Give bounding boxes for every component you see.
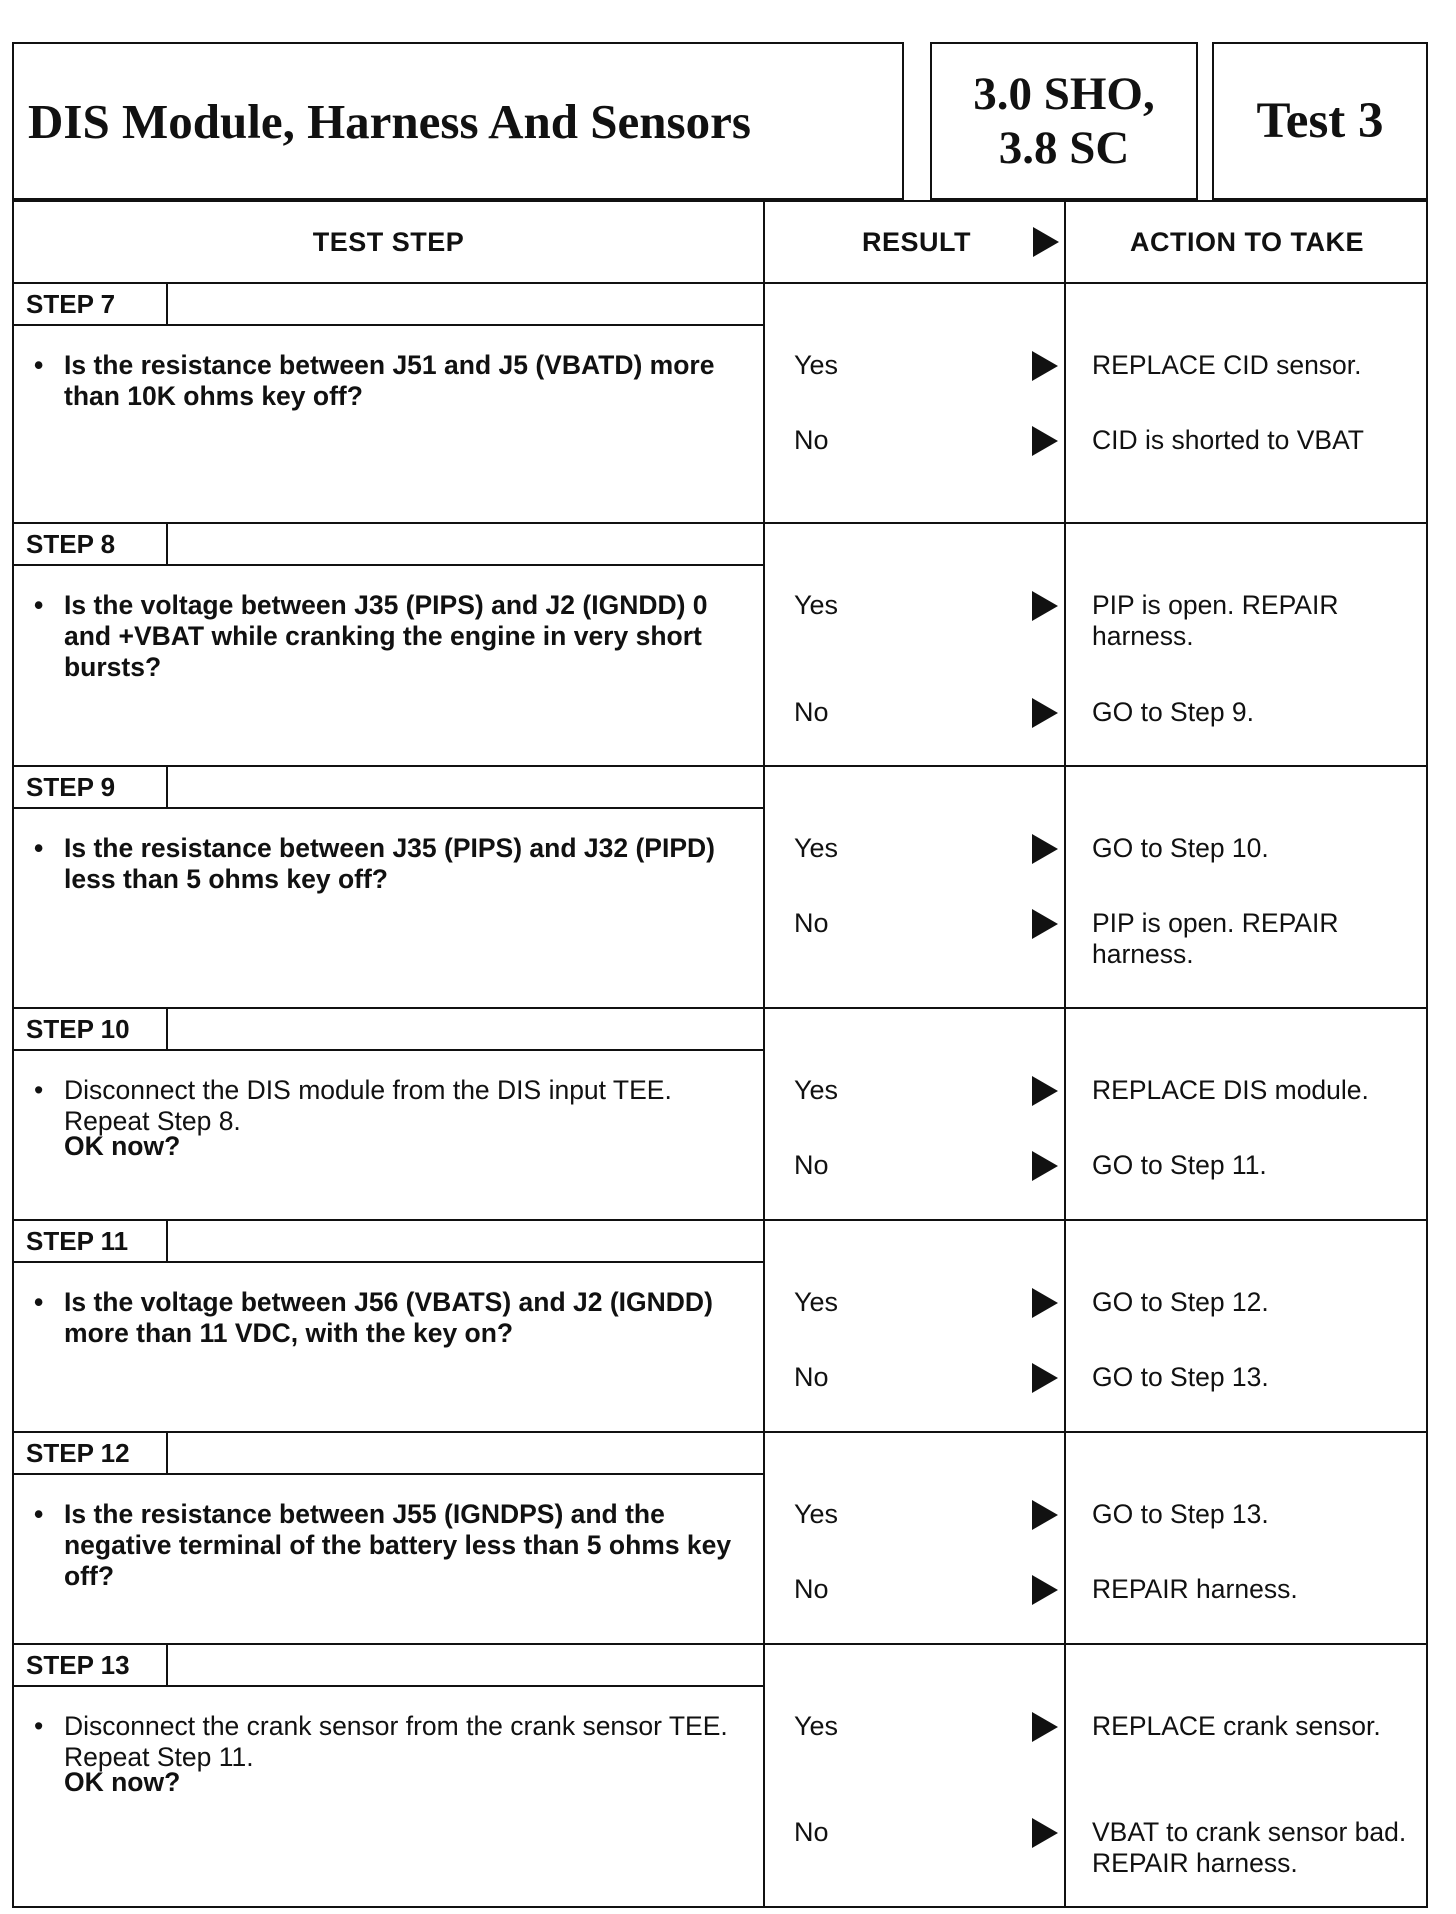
action-yes: REPLACE crank sensor. [1092,1711,1381,1741]
action-no: GO to Step 9. [1092,697,1255,727]
step-question [34,1075,754,1137]
result-yes: Yes [794,350,839,380]
step-question-text: Disconnect the DIS module from the DIS input TEE. Repeat Step 8. [64,1075,672,1136]
result-header-label: RESULT [862,226,971,257]
arrow-right-icon [1032,1151,1058,1181]
test-title-box [12,42,904,200]
column-divider [763,202,765,1906]
bullet-icon: • [34,1287,44,1317]
step-label-divider [14,1473,763,1475]
bullet-icon: • [34,1075,44,1105]
step-question [34,590,754,683]
step-question-text: Disconnect the crank sensor from the crank sensor TEE. Repeat Step 11. [64,1711,728,1772]
step-question [34,833,754,895]
result-yes: Yes [794,1287,839,1317]
arrow-right-icon [1032,1575,1058,1605]
column-header-result [765,202,1064,282]
action-yes: GO to Step 12. [1092,1287,1269,1317]
arrow-right-icon [1032,591,1058,621]
result-no: No [794,697,829,727]
column-header-action: ACTION TO TAKE [1130,226,1364,257]
result-no: No [794,1150,829,1180]
action-no: GO to Step 11. [1092,1150,1267,1180]
arrow-right-icon [1033,227,1059,257]
step-label-divider [14,807,763,809]
test-number: Test 3 [1256,93,1384,149]
arrow-right-icon [1032,1712,1058,1742]
ok-now-prompt: OK now? [64,1767,181,1797]
step-question-text: Is the resistance between J35 (PIPS) and J32 (PIPD) less than 5 ohms key off? [64,833,715,894]
result-no: No [794,1574,829,1604]
arrow-right-icon [1032,1500,1058,1530]
bullet-icon: • [34,1711,44,1741]
arrow-right-icon [1032,698,1058,728]
step-label-divider [14,1261,763,1263]
bullet-icon: • [34,350,44,380]
step-label: STEP 8 [14,524,168,566]
result-no: No [794,425,829,455]
result-yes: Yes [794,1499,839,1529]
action-yes: GO to Step 13. [1092,1499,1269,1529]
step-question-text: Is the voltage between J56 (VBATS) and J2 (IGNDD) more than 11 VDC, with the key on? [64,1287,713,1348]
step-label: STEP 12 [14,1433,168,1475]
engine-box [930,42,1198,200]
step-label-divider [14,564,763,566]
arrow-right-icon [1032,834,1058,864]
row-divider [14,765,1426,767]
result-yes: Yes [794,590,839,620]
bullet-icon: • [34,833,44,863]
step-label-divider [14,1049,763,1051]
result-no: No [794,1817,829,1847]
arrow-right-icon [1032,1288,1058,1318]
action-no: VBAT to crank sensor bad. REPAIR harness. [1092,1817,1407,1878]
action-yes: GO to Step 10. [1092,833,1269,863]
step-question [34,350,754,412]
test-number-box [1212,42,1428,200]
row-divider [14,522,1426,524]
row-divider [14,1431,1426,1433]
bullet-icon: • [34,590,44,620]
arrow-right-icon [1032,909,1058,939]
step-question-text: Is the voltage between J35 (PIPS) and J2 (IGNDD) 0 and +VBAT while cranking the engine in very short bursts? [64,590,708,682]
action-no: REPAIR harness. [1092,1574,1298,1604]
row-divider [14,1007,1426,1009]
step-label-divider [14,1685,763,1687]
action-yes: REPLACE CID sensor. [1092,350,1362,380]
arrow-right-icon [1032,351,1058,381]
row-divider [14,1219,1426,1221]
arrow-right-icon [1032,1076,1058,1106]
bullet-icon: • [34,1499,44,1529]
step-label: STEP 10 [14,1009,168,1051]
result-no: No [794,1362,829,1392]
column-divider [1064,202,1066,1906]
result-yes: Yes [794,1711,839,1741]
action-no: PIP is open. REPAIR harness. [1092,908,1339,969]
test-title: DIS Module, Harness And Sensors [28,93,751,149]
result-yes: Yes [794,833,839,863]
ok-now-prompt: OK now? [64,1131,181,1161]
step-label-divider [14,324,763,326]
header-divider [14,282,1426,284]
step-question-text: Is the resistance between J51 and J5 (VBATD) more than 10K ohms key off? [64,350,715,411]
test-step-table [12,200,1428,1908]
action-no: CID is shorted to VBAT [1092,425,1364,455]
step-question [34,1287,754,1349]
step-label: STEP 7 [14,284,168,326]
step-question-text: Is the resistance between J55 (IGNDPS) and the negative terminal of the battery less than 5 ohms key off? [64,1499,732,1591]
result-yes: Yes [794,1075,839,1105]
step-question [34,1499,754,1592]
action-no: GO to Step 13. [1092,1362,1269,1392]
step-label: STEP 9 [14,767,168,809]
engine-line-1: 3.0 SHO, [973,68,1155,120]
arrow-right-icon [1032,1363,1058,1393]
action-yes: REPLACE DIS module. [1092,1075,1369,1105]
arrow-right-icon [1032,1818,1058,1848]
engine-line-2: 3.8 SC [998,122,1130,174]
arrow-right-icon [1032,426,1058,456]
step-label: STEP 13 [14,1645,168,1687]
result-no: No [794,908,829,938]
step-question [34,1711,754,1773]
step-label: STEP 11 [14,1221,168,1263]
row-divider [14,1643,1426,1645]
action-yes: PIP is open. REPAIR harness. [1092,590,1339,651]
column-header-test-step: TEST STEP [312,226,465,257]
